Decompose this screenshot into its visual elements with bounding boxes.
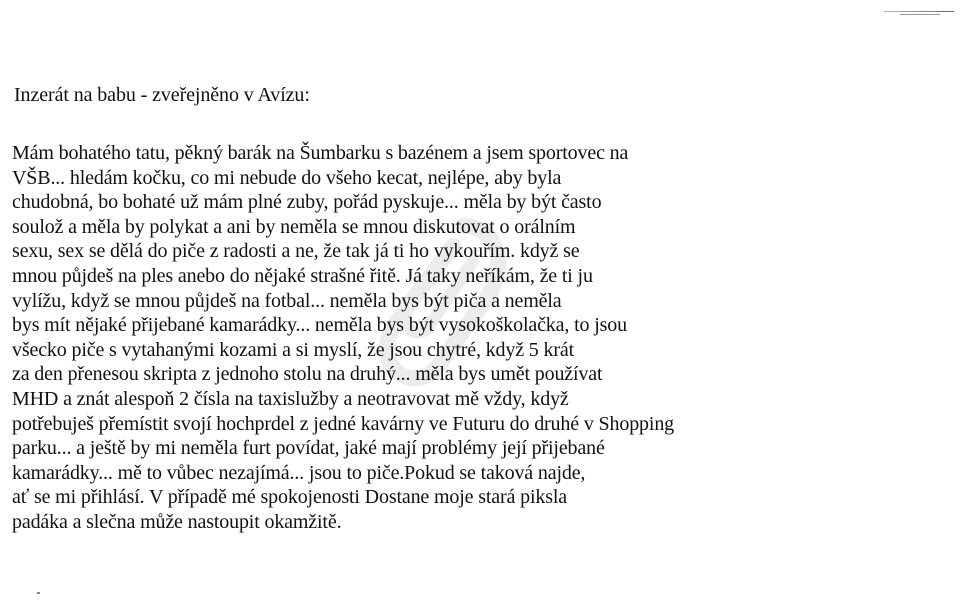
advert-heading: Inzerát na babu - zveřejněno v Avízu: — [14, 84, 310, 106]
advert-line: vylížu, když se mnou půjdeš na fotbal... neměla bys být piča a neměla — [12, 289, 562, 312]
advert-body — [12, 141, 674, 535]
advert-line: kamarádky... mě to vůbec nezajímá... jsou to piče.Pokud se taková najde, — [12, 461, 586, 484]
advert-line: mnou půjdeš na ples anebo do nějaké strašné řitě. Já taky neříkám, že ti ju — [12, 264, 593, 287]
scan-artifact-line-secondary — [900, 14, 940, 15]
advert-line: MHD a znát alespoň 2 čísla na taxislužby a neotravovat mě vždy, když — [12, 387, 569, 410]
scan-artifact-line — [884, 11, 954, 12]
advert-line: za den přenesou skripta z jednoho stolu na druhý... měla bys umět používat — [12, 363, 603, 386]
scan-speck — [37, 592, 40, 594]
advert-line: sexu, sex se dělá do piče z radosti a ne, že tak já ti ho vykouřím. když se — [12, 240, 580, 263]
advert-line: potřebuješ přemístit svojí hochprdel z jedné kavárny ve Futuru do druhé v Shopping — [12, 412, 675, 435]
advert-line: parku... a ještě by mi neměla furt povídat, jaké mají problémy její přijebané — [12, 437, 605, 460]
advert-line: ať se mi přihlásí. V případě mé spokojenosti Dostane moje stará piksla — [12, 486, 567, 509]
advert-line: VŠB... hledám kočku, co mi nebude do všeho kecat, nejlépe, aby byla — [12, 166, 562, 189]
advert-line: chudobná, bo bohaté už mám plné zuby, pořád pyskuje... měla by být často — [12, 191, 602, 214]
advert-line: všecko piče s vytahanými kozami a si myslí, že jsou chytré, když 5 krát — [12, 338, 574, 361]
advert-line: bys mít nějaké přijebané kamarádky... neměla bys být vysokoškolačka, to jsou — [12, 314, 627, 337]
advert-line: padáka a slečna může nastoupit okamžitě. — [12, 510, 342, 533]
advert-line: Mám bohatého tatu, pěkný barák na Šumbarku s bazénem a jsem sportovec na — [12, 142, 629, 164]
advert-line: soulož a měla by polykat a ani by neměla se mnou diskutovat o orálním — [12, 215, 576, 238]
